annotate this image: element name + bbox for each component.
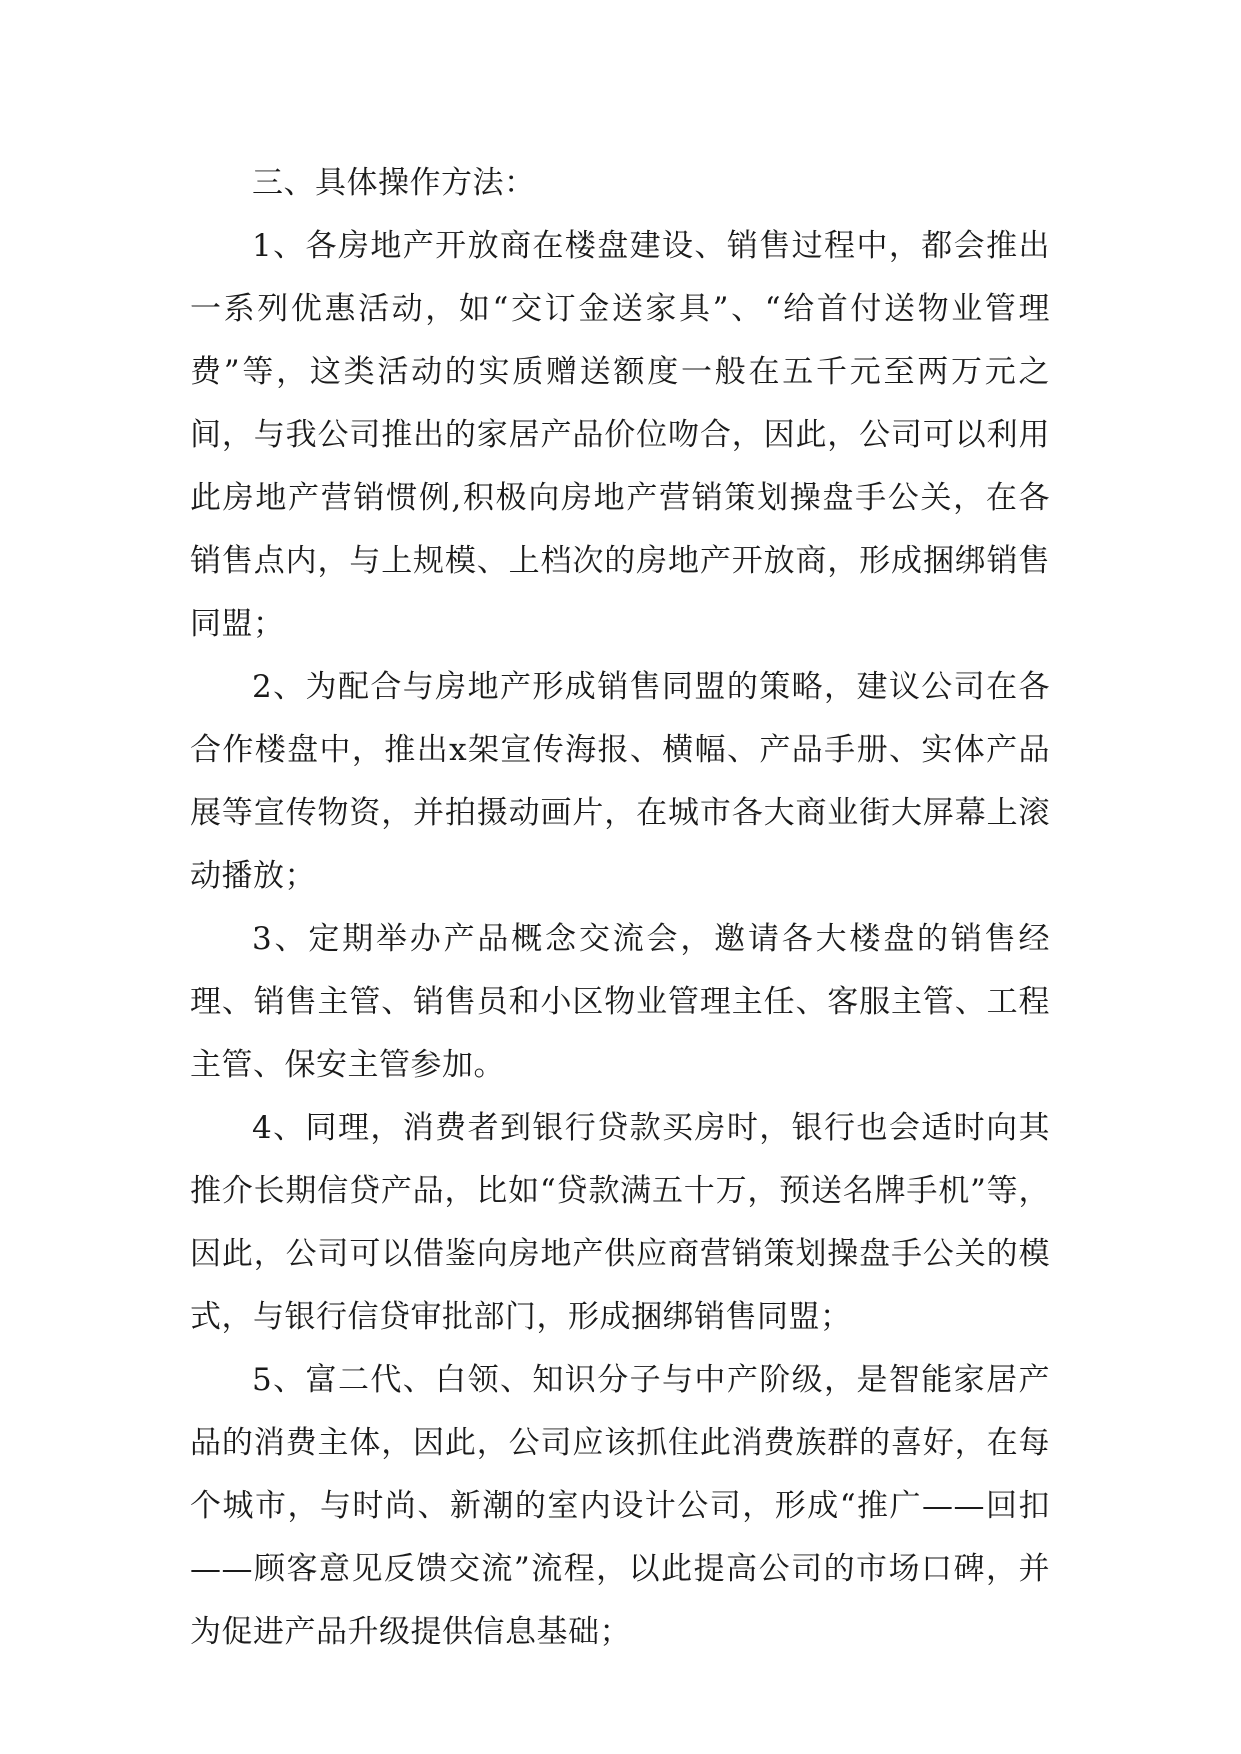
paragraph-item-1: 1、各房地产开放商在楼盘建设、销售过程中，都会推出一系列优惠活动，如“交订金送家具”、“给首付送物业管理费”等，这类活动的实质赠送额度一般在五千元至两万元之间，与我公司推出的家居产品价位吻合，因此，公司可以利用此房地产营销惯例,积极向房地产营销策划操盘手公关，在各销售点内，与上规模、上档次的房地产开放商，形成捆绑销售同盟； (190, 228, 1050, 642)
document-body (190, 152, 1050, 1664)
paragraph-item-5: 5、富二代、白领、知识分子与中产阶级，是智能家居产品的消费主体，因此，公司应该抓住此消费族群的喜好，在每个城市，与时尚、新潮的室内设计公司，形成“推广——回扣——顾客意见反馈交流”流程，以此提高公司的市场口碑，并为促进产品升级提供信息基础； (190, 1362, 1050, 1650)
section-heading: 三、具体操作方法： (252, 165, 536, 201)
paragraph-item-3: 3、定期举办产品概念交流会，邀请各大楼盘的销售经理、销售主管、销售员和小区物业管理主任、客服主管、工程主管、保安主管参加。 (190, 921, 1050, 1083)
paragraph-item-4: 4、同理，消费者到银行贷款买房时，银行也会适时向其推介长期信贷产品，比如“贷款满五十万，预送名牌手机”等，因此，公司可以借鉴向房地产供应商营销策划操盘手公关的模式，与银行信贷审批部门，形成捆绑销售同盟； (190, 1110, 1050, 1335)
paragraph-item-2: 2、为配合与房地产形成销售同盟的策略，建议公司在各合作楼盘中，推出x架宣传海报、横幅、产品手册、实体产品展等宣传物资，并拍摄动画片，在城市各大商业街大屏幕上滚动播放； (190, 669, 1050, 894)
